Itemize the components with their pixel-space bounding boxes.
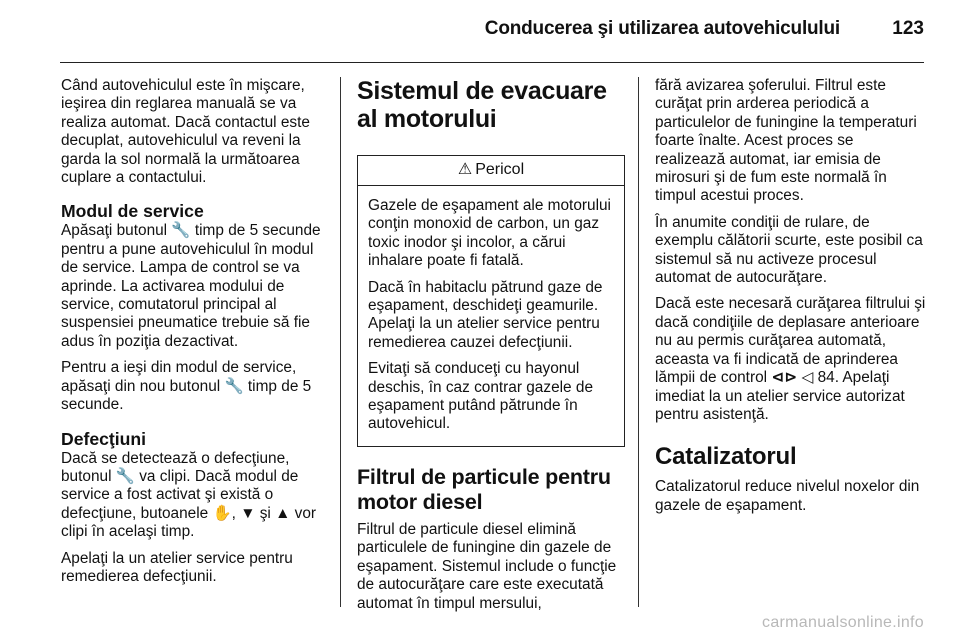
catalyst-paragraph: Catalizatorul reduce nivelul noxelor din gazele de eşapament. <box>655 478 920 514</box>
particle-filter-paragraph: Filtrul de particule diesel elimină particulele de funingine din gazele de eşapament. Sistemul include o funcţie de autocurăţare care este executată automat în timpul mersului, <box>357 520 617 612</box>
text: Dacă este necesară curăţarea filtrului şi dacă condiţiile de deplasare anterioare nu au permis curăţarea automată, aceasta va fi indicată de aprinderea lămpii de control <box>655 295 926 387</box>
text: timp de 5 secunde pentru a pune autovehiculul în modul de service. Lampa de control se va aprinde. La activarea modului de service, comutatorul principal al suspensiei pneumatice trebuie să fie adus în poziţia dezactivat. <box>61 222 321 350</box>
text: , <box>231 504 236 522</box>
intro-paragraph: Când autovehiculul este în mişcare, ieşirea din reglarea manuală se va realiza automat. Dacă contactul este decuplat, autovehiculul va reveni la garda la sol normală la următoarea cuplare a contactului. <box>61 77 310 187</box>
faults-paragraph-2: Apelaţi la un atelier service pentru remedierea defecţiunii. <box>61 549 293 585</box>
column-2 <box>357 77 625 621</box>
text: . Apelaţi imediat la un atelier service autorizat pentru asistenţă. <box>655 369 905 423</box>
danger-paragraph-2: Dacă în habitaclu pătrund gaze de eşapament, deschideţi geamurile. Apelaţi la un atelier service pentru remedierea cauzei defecţiunii. <box>368 278 603 351</box>
header-rule <box>60 62 924 63</box>
faults-paragraph-1 <box>61 450 329 542</box>
wrench-icon: 🔧 <box>171 222 191 240</box>
service-mode-paragraph-1 <box>61 222 329 351</box>
text: Dacă se detectează o defecţiune, butonul <box>61 449 290 485</box>
particle-filter-heading: Filtrul de particule pentru motor diesel <box>357 464 611 514</box>
particle-filter-lamp-icon: ⊲⊳ <box>771 369 798 387</box>
wrench-icon: 🔧 <box>115 467 135 485</box>
column-3 <box>655 77 927 523</box>
text: timp de 5 secunde. <box>61 377 312 414</box>
catalyst-heading: Catalizatorul <box>655 443 797 471</box>
text: Apăsaţi butonul <box>61 222 168 240</box>
service-mode-paragraph-2 <box>61 359 329 414</box>
column-divider <box>340 77 341 607</box>
filter-paragraph-2: În anumite condiţii de rulare, de exemplu călătorii scurte, este posibil ca sistemul să nu activeze procesul automat de autocurăţare. <box>655 213 923 287</box>
arrow-down-icon: ▼ <box>240 504 256 522</box>
danger-paragraph-3: Evitaţi să conduceţi cu hayonul deschis, în caz contrar gazele de eşapament putând pătrunde în autovehicul. <box>368 360 593 433</box>
faults-heading: Defecţiuni <box>61 428 147 449</box>
text: şi <box>259 504 271 522</box>
filter-paragraph-3 <box>655 295 927 424</box>
danger-title: Pericol <box>475 161 525 178</box>
service-mode-heading: Modul de service <box>61 201 204 222</box>
watermark: carmanualsonline.info <box>762 614 924 631</box>
page-reference-icon: ◁ <box>801 369 814 387</box>
page-number: 123 <box>892 18 924 39</box>
page-reference: 84 <box>817 369 835 387</box>
column-1 <box>61 77 329 594</box>
danger-body <box>358 186 624 446</box>
hand-icon: ✋ <box>212 504 232 522</box>
danger-paragraph-1: Gazele de eşapament ale motorului conţin monoxid de carbon, un gaz toxic inodor şi incolor, a cărui inhalare poate fi fatală. <box>368 197 611 270</box>
text: va clipi. Dacă modul de service a fost activat şi există o defecţiune, butoanele <box>61 467 299 522</box>
arrow-up-icon: ▲ <box>275 504 291 522</box>
wrench-icon: 🔧 <box>224 377 244 395</box>
filter-paragraph-1: fără avizarea şoferului. Filtrul este curăţat prin arderea periodică a particulelor de funingine la temperaturi foarte înalte. Acest proces se realizează automat, iar emisia de mirosuri şi de fum este normală în timpul acestui proces. <box>655 77 917 205</box>
running-header: Conducerea şi utilizarea autovehiculului <box>484 18 840 39</box>
text: Pentru a ieşi din modul de service, apăsaţi din nou butonul <box>61 359 297 395</box>
warning-triangle-icon: ⚠ <box>457 161 473 178</box>
column-divider <box>638 77 639 607</box>
danger-box <box>357 155 625 447</box>
exhaust-system-heading: Sistemul de evacuare al motorului <box>357 77 607 133</box>
danger-header <box>358 156 624 186</box>
text: vor clipi în acelaşi timp. <box>61 504 317 541</box>
